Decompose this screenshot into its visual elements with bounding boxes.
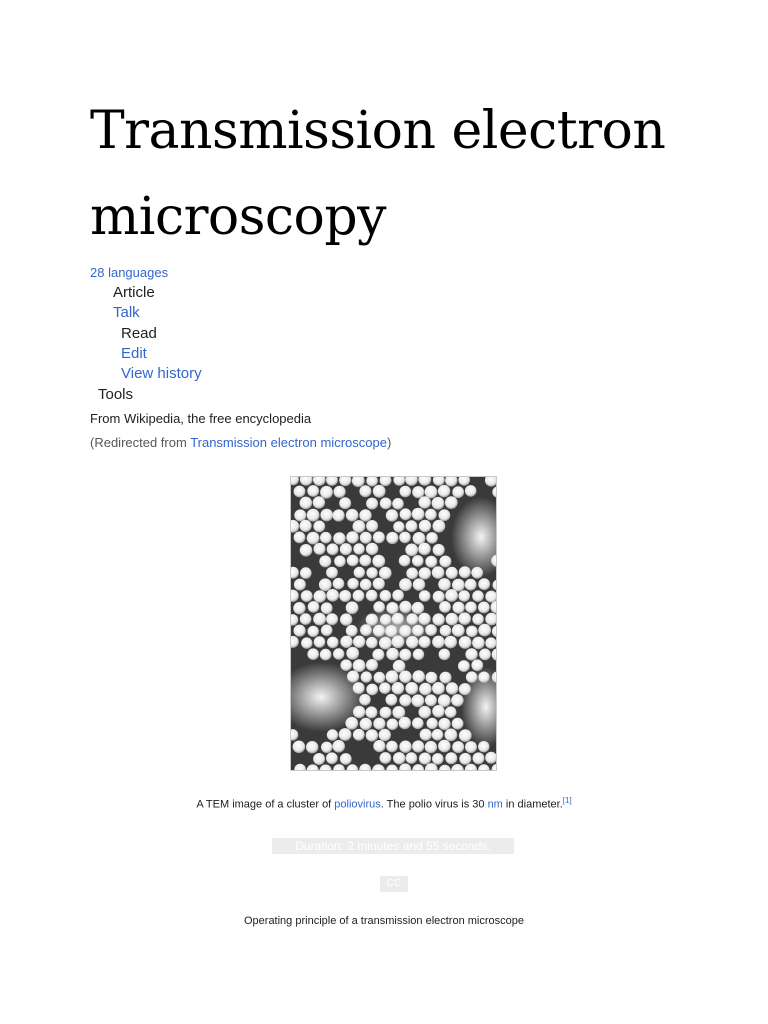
virus-particle bbox=[399, 649, 411, 661]
virus-particle bbox=[438, 485, 450, 497]
virus-particle bbox=[399, 555, 411, 567]
virus-particle bbox=[412, 508, 425, 521]
virus-particle bbox=[386, 694, 398, 706]
virus-particle bbox=[465, 648, 477, 660]
virus-particle bbox=[366, 498, 378, 510]
virus-particle bbox=[332, 740, 345, 753]
virus-particle bbox=[445, 706, 457, 718]
site-tagline: From Wikipedia, the free encyclopedia bbox=[90, 411, 312, 426]
virus-particle bbox=[300, 567, 312, 579]
virus-particle bbox=[307, 509, 320, 522]
reference-link[interactable]: [1] bbox=[562, 796, 572, 805]
virus-particle bbox=[405, 682, 418, 695]
virus-particle bbox=[478, 624, 491, 637]
virus-particle bbox=[373, 601, 385, 613]
virus-particle bbox=[379, 637, 392, 650]
virus-particle bbox=[433, 520, 446, 533]
virus-particle bbox=[458, 612, 471, 625]
virus-particle bbox=[346, 509, 359, 522]
virus-particle bbox=[313, 521, 325, 533]
virus-particle bbox=[379, 729, 391, 741]
virus-particle bbox=[446, 567, 458, 579]
virus-particle bbox=[392, 682, 405, 695]
virus-particle bbox=[472, 637, 485, 650]
virus-particle bbox=[392, 498, 404, 510]
virus-particle bbox=[306, 741, 318, 753]
virus-particle bbox=[321, 625, 333, 637]
virus-particle bbox=[452, 718, 464, 730]
virus-particle bbox=[412, 740, 424, 752]
virus-particle bbox=[406, 752, 418, 764]
virus-particle bbox=[392, 613, 404, 625]
virus-particle bbox=[386, 741, 398, 753]
virus-particle bbox=[307, 648, 319, 660]
virus-particle bbox=[445, 589, 458, 602]
tem-image-graphic bbox=[291, 477, 496, 770]
virus-particle bbox=[334, 556, 346, 568]
virus-particle bbox=[353, 543, 364, 554]
virus-particle bbox=[327, 543, 339, 555]
redirect-suffix: ) bbox=[386, 435, 392, 450]
virus-particle bbox=[307, 532, 320, 545]
virus-particle bbox=[294, 509, 306, 521]
virus-particle bbox=[366, 520, 378, 532]
virus-particle bbox=[478, 578, 490, 590]
virus-particle bbox=[380, 614, 392, 626]
virus-particle bbox=[293, 741, 306, 754]
tab-talk[interactable]: Talk bbox=[113, 304, 140, 321]
virus-particle bbox=[439, 556, 451, 568]
virus-particle bbox=[366, 637, 378, 649]
virus-particle bbox=[412, 718, 424, 730]
virus-particle bbox=[372, 555, 385, 568]
virus-particle bbox=[419, 567, 431, 579]
virus-particle bbox=[392, 635, 405, 648]
virus-particle bbox=[359, 694, 371, 706]
virus-particle bbox=[366, 567, 377, 578]
virus-particle bbox=[333, 532, 345, 544]
virus-particle bbox=[373, 485, 386, 498]
virus-particle bbox=[321, 602, 333, 614]
virus-particle bbox=[340, 543, 352, 555]
virus-particle bbox=[413, 649, 424, 660]
virus-particle bbox=[339, 497, 351, 509]
virus-particle bbox=[392, 590, 404, 602]
virus-particle bbox=[465, 579, 477, 591]
redirect-prefix: (Redirected from bbox=[90, 435, 191, 450]
virus-particle bbox=[451, 694, 464, 707]
virus-particle bbox=[301, 590, 313, 602]
virus-particle bbox=[466, 626, 478, 638]
virus-particle bbox=[387, 719, 399, 731]
virus-particle bbox=[320, 486, 333, 499]
virus-particle bbox=[399, 741, 411, 753]
virus-particle bbox=[372, 649, 384, 661]
virus-particle bbox=[354, 567, 365, 578]
virus-particle bbox=[412, 694, 425, 707]
virus-particle bbox=[319, 578, 332, 591]
virus-particle bbox=[320, 532, 332, 544]
virus-particle bbox=[380, 498, 392, 510]
virus-particle bbox=[458, 590, 470, 602]
tab-article[interactable]: Article bbox=[113, 284, 155, 301]
virus-particle bbox=[360, 579, 372, 591]
virus-particle bbox=[406, 568, 418, 580]
virus-particle bbox=[379, 567, 392, 580]
virus-particle bbox=[385, 625, 397, 637]
virus-particle bbox=[413, 578, 425, 590]
virus-particle bbox=[353, 590, 365, 602]
virus-particle bbox=[366, 659, 378, 671]
virus-particle bbox=[353, 729, 365, 741]
virus-particle bbox=[345, 717, 358, 730]
tab-read[interactable]: Read bbox=[121, 325, 157, 342]
virus-particle bbox=[373, 578, 385, 590]
caption-text-3: in diameter. bbox=[502, 798, 563, 811]
virus-particle bbox=[333, 578, 345, 590]
virus-particle bbox=[471, 567, 483, 579]
virus-particle bbox=[478, 672, 489, 683]
virus-particle bbox=[445, 729, 458, 742]
virus-particle bbox=[346, 601, 359, 614]
caption-text-1: A TEM image of a cluster of bbox=[196, 798, 335, 811]
virus-particle bbox=[406, 636, 419, 649]
virus-particle bbox=[419, 706, 432, 719]
virus-particle bbox=[452, 741, 464, 753]
virus-particle bbox=[340, 753, 352, 765]
virus-particle bbox=[307, 485, 319, 497]
virus-particle bbox=[359, 509, 371, 521]
virus-particle bbox=[301, 637, 312, 648]
virus-particle bbox=[359, 485, 371, 497]
virus-particle bbox=[445, 752, 457, 764]
virus-particle bbox=[366, 543, 378, 555]
virus-particle bbox=[459, 753, 471, 765]
virus-particle bbox=[445, 496, 458, 509]
virus-particle bbox=[406, 520, 418, 532]
virus-particle bbox=[459, 729, 472, 742]
virus-particle bbox=[373, 740, 385, 752]
virus-particle bbox=[425, 624, 437, 636]
virus-particle bbox=[419, 636, 431, 648]
virus-particle bbox=[346, 531, 358, 543]
virus-particle bbox=[432, 566, 445, 579]
languages-button[interactable]: 28 languages bbox=[90, 265, 169, 280]
virus-particle bbox=[308, 601, 320, 613]
virus-particle bbox=[419, 683, 432, 696]
virus-particle bbox=[320, 649, 332, 661]
virus-particle bbox=[339, 590, 351, 602]
video-duration-label: Duration: 2 minutes and 55 seconds. bbox=[272, 838, 514, 854]
virus-particle bbox=[340, 659, 352, 671]
virus-particle bbox=[380, 590, 392, 602]
video-caption: Operating principle of a transmission electron microscope bbox=[243, 915, 525, 927]
virus-particle bbox=[326, 567, 338, 579]
virus-particle bbox=[386, 532, 398, 544]
virus-particle bbox=[433, 591, 445, 603]
virus-particle bbox=[386, 509, 398, 521]
virus-particle bbox=[399, 671, 412, 684]
virus-particle bbox=[399, 694, 411, 706]
virus-particle bbox=[418, 543, 431, 556]
virus-particle bbox=[313, 753, 325, 765]
virus-particle bbox=[294, 532, 306, 544]
virus-particle bbox=[432, 682, 445, 695]
virus-particle bbox=[433, 544, 445, 556]
virus-particle bbox=[399, 578, 412, 591]
virus-particle bbox=[432, 497, 445, 510]
virus-particle bbox=[327, 729, 338, 740]
virus-particle bbox=[361, 671, 372, 682]
virus-particle bbox=[412, 670, 425, 683]
virus-particle bbox=[366, 706, 378, 718]
closed-captions-button[interactable]: CC bbox=[380, 876, 408, 892]
virus-particle bbox=[320, 509, 333, 522]
virus-particle bbox=[393, 521, 404, 532]
virus-particle bbox=[472, 590, 484, 602]
virus-particle bbox=[314, 636, 326, 648]
page-title: Transmission electron microscopy bbox=[90, 101, 666, 247]
virus-particle bbox=[327, 637, 339, 649]
virus-particle bbox=[399, 601, 411, 613]
virus-particle bbox=[308, 626, 319, 637]
virus-particle bbox=[465, 485, 477, 497]
virus-particle bbox=[366, 614, 378, 626]
virus-particle bbox=[374, 672, 386, 684]
virus-particle bbox=[432, 613, 444, 625]
virus-particle bbox=[313, 496, 325, 508]
virus-particle bbox=[340, 636, 352, 648]
virus-particle bbox=[419, 590, 431, 602]
virus-particle bbox=[438, 578, 451, 591]
virus-particle bbox=[472, 614, 484, 626]
virus-particle bbox=[399, 625, 411, 637]
virus-particle bbox=[425, 741, 437, 753]
virus-particle bbox=[471, 659, 483, 671]
virus-particle bbox=[419, 753, 431, 765]
virus-particle bbox=[465, 741, 477, 753]
virus-particle bbox=[438, 718, 450, 730]
virus-particle bbox=[453, 602, 465, 614]
tab-edit[interactable]: Edit bbox=[121, 345, 147, 362]
virus-particle bbox=[347, 555, 359, 567]
virus-particle bbox=[373, 531, 385, 543]
virus-particle bbox=[386, 602, 398, 614]
virus-particle bbox=[319, 555, 331, 567]
virus-particle bbox=[326, 613, 338, 625]
virus-particle bbox=[412, 602, 424, 614]
virus-particle bbox=[333, 509, 345, 521]
tem-poliovirus-image[interactable] bbox=[290, 476, 497, 771]
virus-particle bbox=[400, 486, 412, 498]
redirect-notice bbox=[90, 435, 391, 450]
virus-particle bbox=[439, 601, 451, 613]
virus-particle bbox=[458, 660, 470, 672]
virus-particle bbox=[386, 648, 399, 661]
virus-particle bbox=[427, 718, 438, 729]
virus-particle bbox=[452, 486, 464, 498]
virus-particle bbox=[373, 718, 385, 730]
virus-particle bbox=[346, 647, 359, 660]
virus-particle bbox=[293, 602, 305, 614]
virus-particle bbox=[399, 532, 411, 544]
virus-particle bbox=[359, 555, 371, 567]
virus-particle bbox=[439, 649, 451, 661]
virus-particle bbox=[360, 532, 372, 544]
nm-link[interactable]: nm bbox=[487, 798, 503, 811]
virus-particle bbox=[300, 544, 313, 557]
virus-particle bbox=[326, 752, 338, 764]
virus-particle bbox=[353, 636, 365, 648]
virus-particle bbox=[313, 613, 326, 626]
virus-particle bbox=[392, 706, 405, 719]
virus-particle bbox=[478, 741, 489, 752]
virus-particle bbox=[386, 670, 399, 683]
virus-particle bbox=[418, 613, 430, 625]
virus-particle bbox=[333, 648, 344, 659]
virus-particle bbox=[314, 543, 326, 555]
virus-particle bbox=[326, 589, 339, 602]
virus-particle bbox=[466, 671, 478, 683]
virus-particle bbox=[419, 496, 431, 508]
virus-particle bbox=[346, 625, 358, 637]
virus-particle bbox=[426, 672, 438, 684]
figure-caption bbox=[0, 796, 768, 811]
virus-particle bbox=[444, 636, 457, 649]
virus-particle bbox=[412, 555, 424, 567]
virus-particle bbox=[425, 509, 437, 521]
virus-particle bbox=[353, 682, 365, 694]
virus-particle bbox=[425, 486, 438, 499]
virus-particle bbox=[393, 752, 405, 764]
virus-particle bbox=[393, 660, 406, 673]
virus-particle bbox=[353, 706, 365, 718]
virus-particle bbox=[366, 729, 378, 741]
virus-particle bbox=[294, 625, 306, 637]
virus-particle bbox=[373, 625, 385, 637]
virus-particle bbox=[353, 520, 366, 533]
virus-particle bbox=[459, 636, 472, 649]
virus-particle bbox=[473, 752, 485, 764]
virus-particle bbox=[366, 684, 378, 696]
virus-particle bbox=[478, 602, 490, 614]
virus-particle bbox=[300, 497, 313, 510]
redirect-link[interactable]: Transmission electron microscope bbox=[190, 435, 387, 450]
virus-particle bbox=[406, 613, 418, 625]
virus-particle bbox=[432, 705, 445, 718]
caption-text-2: . The polio virus is 30 bbox=[380, 798, 488, 811]
virus-particle bbox=[366, 590, 378, 602]
virus-particle bbox=[314, 590, 327, 603]
virus-particle bbox=[459, 683, 471, 695]
virus-particle bbox=[438, 740, 451, 753]
virus-particle bbox=[425, 694, 437, 706]
tab-view-history[interactable]: View history bbox=[121, 365, 202, 382]
virus-particle bbox=[439, 509, 451, 521]
virus-particle bbox=[300, 520, 312, 532]
virus-particle bbox=[400, 508, 412, 520]
virus-particle bbox=[419, 520, 431, 532]
virus-particle bbox=[321, 742, 332, 753]
virus-particle bbox=[379, 682, 391, 694]
virus-particle bbox=[426, 532, 438, 544]
virus-particle bbox=[380, 707, 392, 719]
virus-particle bbox=[412, 625, 424, 637]
virus-particle bbox=[432, 636, 445, 649]
poliovirus-link[interactable]: poliovirus bbox=[334, 798, 381, 811]
virus-particle bbox=[334, 486, 346, 498]
virus-particle bbox=[340, 613, 352, 625]
virus-particle bbox=[405, 544, 418, 557]
virus-particle bbox=[465, 602, 477, 614]
virus-particle bbox=[399, 717, 411, 729]
virus-particle bbox=[446, 613, 459, 626]
virus-particle bbox=[360, 718, 372, 730]
virus-particle bbox=[432, 729, 444, 741]
virus-particle bbox=[425, 556, 437, 568]
virus-particle bbox=[339, 728, 352, 741]
virus-particle bbox=[440, 625, 452, 637]
virus-particle bbox=[459, 566, 471, 578]
virus-particle bbox=[432, 753, 444, 765]
tools-menu[interactable]: Tools bbox=[98, 386, 134, 403]
virus-particle bbox=[479, 649, 491, 661]
virus-particle bbox=[347, 671, 359, 683]
virus-particle bbox=[294, 486, 306, 498]
virus-particle bbox=[300, 613, 312, 625]
virus-particle bbox=[420, 729, 432, 741]
virus-particle bbox=[440, 672, 452, 684]
virus-particle bbox=[347, 578, 358, 589]
virus-particle bbox=[380, 752, 392, 764]
virus-particle bbox=[360, 624, 372, 636]
virus-particle bbox=[353, 659, 366, 672]
virus-particle bbox=[294, 579, 306, 591]
virus-particle bbox=[446, 682, 458, 694]
virus-particle bbox=[412, 486, 424, 498]
virus-particle bbox=[452, 624, 465, 637]
